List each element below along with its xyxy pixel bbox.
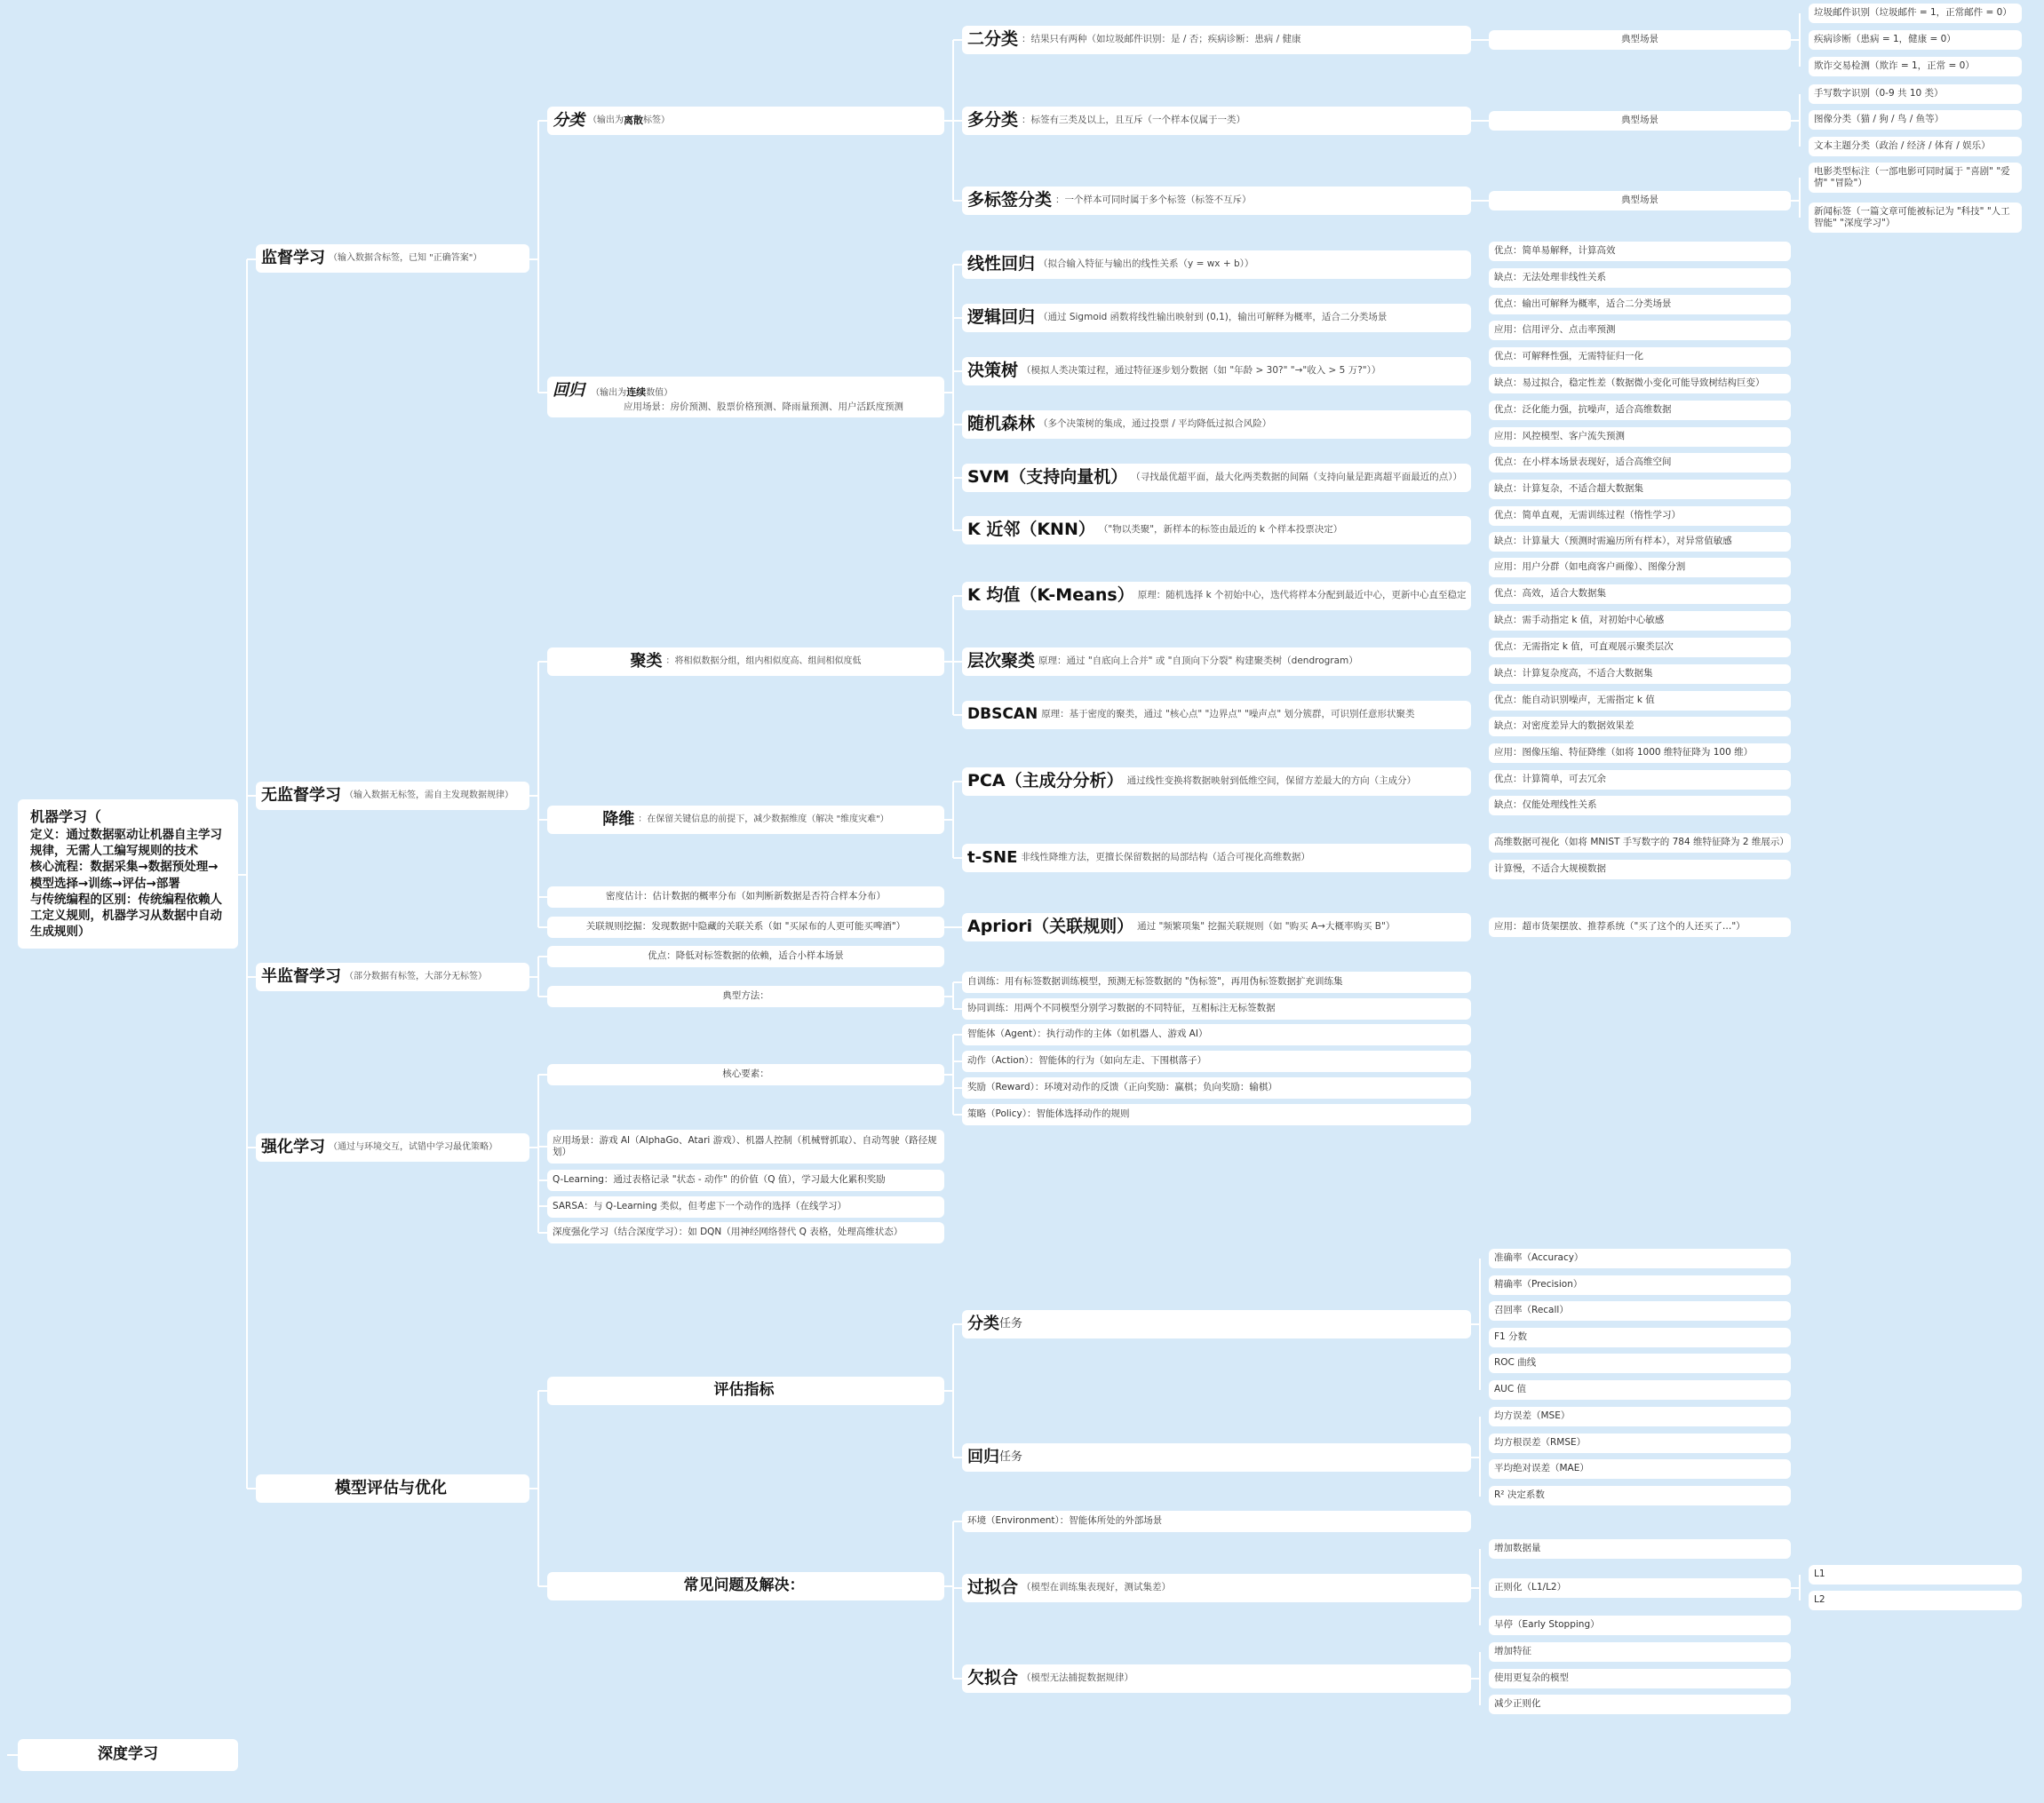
cluster-note[interactable]	[1489, 717, 1791, 736]
algo-note[interactable]	[1489, 268, 1791, 288]
underfit-solution[interactable]	[1489, 1642, 1791, 1662]
association-node[interactable]	[547, 917, 944, 938]
metric-item[interactable]	[1489, 1407, 1791, 1426]
binary-label: 二分类	[967, 29, 1019, 50]
deep-learning-label: 深度学习	[98, 1745, 158, 1764]
semi-supervised-label: 半监督学习	[261, 966, 341, 986]
example-item[interactable]	[1809, 163, 2022, 193]
note-text: 优点：简单易解释，计算高效	[1494, 245, 1616, 257]
dimred-name: PCA（主成分分析）	[967, 771, 1124, 791]
algo-random-forest[interactable]	[962, 410, 1471, 439]
note-text: 高维数据可视化（如将 MNIST 手写数字的 784 维特征降为 2 维展示）	[1494, 837, 1789, 848]
apriori-node[interactable]	[962, 913, 1471, 941]
supervised-node[interactable]	[256, 244, 529, 273]
unsupervised-node[interactable]	[256, 782, 529, 810]
semi-methods-node[interactable]	[547, 986, 944, 1007]
rl-core-policy[interactable]	[962, 1104, 1471, 1125]
rl-env-text: 环境（Environment）：智能体所处的外部场景	[967, 1515, 1163, 1527]
dimred-node[interactable]	[547, 806, 944, 834]
algo-note[interactable]	[1489, 347, 1791, 367]
example-item[interactable]	[1809, 203, 2022, 233]
algo-note[interactable]	[1489, 532, 1791, 552]
cluster-desc: 原理：通过 "自底向上合并" 或 "自顶向下分裂" 构建聚类树（dendrogram）	[1038, 655, 1358, 667]
rl-core-label: 核心要素：	[722, 1068, 769, 1080]
dimred-desc: 通过线性变换将数据映射到低维空间，保留方差最大的方向（主成分）	[1126, 775, 1417, 787]
algo-note[interactable]	[1489, 242, 1791, 261]
dimred-note[interactable]	[1489, 833, 1791, 853]
apriori-name: Apriori（关联规则）	[967, 917, 1134, 937]
underfit-label: 欠拟合	[967, 1668, 1019, 1688]
metric-text: 精确率（Precision）	[1494, 1279, 1583, 1291]
algo-name: SVM（支持向量机）	[967, 467, 1128, 488]
regression-label: 回归	[553, 381, 585, 401]
classification-desc-bold: 离散	[624, 115, 643, 127]
dimred-pca[interactable]	[962, 767, 1471, 796]
overfit-solution[interactable]	[1489, 1539, 1791, 1559]
dimred-note[interactable]	[1489, 860, 1791, 879]
classification-task-bold: 分类	[967, 1314, 999, 1333]
metric-item[interactable]	[1489, 1434, 1791, 1453]
note-text: 优点：计算简单，可去冗余	[1494, 774, 1606, 785]
apriori-desc: 通过 "频繁项集" 挖掘关联规则（如 "购买 A→大概率购买 B"）	[1137, 921, 1396, 933]
algo-note[interactable]	[1489, 295, 1791, 314]
root-definition: 定义：通过数据驱动让机器自主学习规律，无需人工编写规则的技术	[30, 828, 222, 859]
cluster-name: DBSCAN	[967, 705, 1038, 724]
algo-desc: （寻找最优超平面，最大化两类数据的间隔（支持向量是距离超平面最近的点））	[1131, 472, 1463, 483]
metric-item[interactable]	[1489, 1459, 1791, 1479]
note-text: 缺点：仅能处理线性关系	[1494, 799, 1597, 811]
rl-env-node[interactable]	[962, 1511, 1471, 1532]
algo-logistic-regression[interactable]	[962, 304, 1471, 332]
cluster-name: 层次聚类	[967, 651, 1036, 671]
evaluation-label: 模型评估与优化	[335, 1478, 447, 1497]
dimred-note[interactable]	[1489, 770, 1791, 790]
algo-linear-regression[interactable]	[962, 250, 1471, 279]
example-item[interactable]	[1809, 57, 2022, 76]
algo-name: 决策树	[967, 361, 1019, 381]
algo-note[interactable]	[1489, 427, 1791, 447]
semi-method-self-training[interactable]	[962, 972, 1471, 993]
note-text: 缺点：计算复杂，不适合超大数据集	[1494, 483, 1643, 495]
note-text: 优点：高效，适合大数据集	[1494, 588, 1606, 600]
semi-supervised-desc: （部分数据有标签，大部分无标签）	[345, 971, 487, 981]
metric-text: AUC 值	[1494, 1384, 1527, 1395]
semi-method-text: 协同训练：用两个不同模型分别学习数据的不同特征，互相标注无标签数据	[967, 1003, 1276, 1014]
algo-desc: （模拟人类决策过程，通过特征逐步划分数据（如 "年龄 > 30?" "→"收入 > 5 万?"））	[1022, 365, 1381, 377]
reg-item-l1[interactable]	[1809, 1565, 2022, 1585]
solution-text: 正则化（L1/L2）	[1494, 1582, 1567, 1593]
multilabel-scene-node[interactable]	[1489, 191, 1791, 210]
metric-item[interactable]	[1489, 1275, 1791, 1295]
root-node[interactable]	[18, 799, 238, 949]
association-text: 关联规则挖掘：发现数据中隐藏的关联关系（如 "买尿布的人更可能买啤酒"）	[585, 921, 906, 933]
note-text: 优点：简单直观，无需训练过程（惰性学习）	[1494, 510, 1681, 521]
evaluation-node[interactable]	[256, 1474, 529, 1503]
metric-text: 均方根误差（RMSE）	[1494, 1437, 1587, 1449]
multilabel-desc: ：一个样本可同时属于多个标签（标签不互斥）	[1055, 195, 1252, 206]
rl-core-text: 奖励（Reward）：环境对动作的反馈（正向奖励：赢棋；负向奖励：输棋）	[967, 1082, 1277, 1093]
rl-core-text: 智能体（Agent）：执行动作的主体（如机器人、游戏 AI）	[967, 1029, 1208, 1040]
rl-core-text: 策略（Policy）：智能体选择动作的规则	[967, 1108, 1130, 1120]
overfit-node[interactable]	[962, 1574, 1471, 1602]
classification-task-rest: 任务	[999, 1316, 1023, 1330]
classification-node[interactable]	[547, 107, 944, 135]
note-text: 缺点：计算量大（预测时需遍历所有样本），对异常值敏感	[1494, 536, 1732, 547]
solution-text: 早停（Early Stopping）	[1494, 1619, 1600, 1631]
regression-node[interactable]	[547, 377, 944, 417]
cluster-note[interactable]	[1489, 558, 1791, 577]
semi-advantage-text: 优点：降低对标签数据的依赖，适合小样本场景	[648, 950, 844, 962]
algo-note[interactable]	[1489, 453, 1791, 473]
scene-label: 典型场景	[1621, 115, 1658, 126]
regression-app: 应用场景：房价预测、股票价格预测、降雨量预测、用户活跃度预测	[624, 401, 903, 412]
semi-method-text: 自训练：用有标签数据训练模型，预测无标签数据的 "伪标签"，再用伪标签数据扩充训练集	[967, 976, 1343, 988]
rl-algo-qlearning[interactable]	[547, 1170, 944, 1191]
example-text: 电影类型标注（一部电影可同时属于 "喜剧" "爱情" "冒险"）	[1814, 165, 2010, 188]
rl-core-reward[interactable]	[962, 1077, 1471, 1099]
root-title: 机器学习（	[30, 808, 102, 826]
algo-note[interactable]	[1489, 374, 1791, 393]
algo-note[interactable]	[1489, 480, 1791, 499]
cluster-note[interactable]	[1489, 584, 1791, 604]
reg-text: L2	[1814, 1594, 1825, 1606]
solution-text: 增加数据量	[1494, 1543, 1541, 1554]
multilabel-node[interactable]	[962, 187, 1471, 215]
note-text: 应用：用户分群（如电商客户画像）、图像分割	[1494, 561, 1686, 573]
semi-methods-label: 典型方法：	[722, 990, 769, 1002]
example-text: 垃圾邮件识别（垃圾邮件 = 1，正常邮件 = 0）	[1814, 7, 2012, 19]
metric-text: ROC 曲线	[1494, 1357, 1537, 1369]
multiclass-desc: ：标签有三类及以上，且互斥（一个样本仅属于一类）	[1022, 115, 1246, 126]
regression-task-bold: 回归	[967, 1447, 999, 1466]
rl-app-node[interactable]	[547, 1130, 944, 1164]
example-text: 新闻标签（一篇文章可能被标记为 "科技" "人工智能" "深度学习"）	[1814, 205, 2010, 228]
unsupervised-label: 无监督学习	[261, 785, 341, 805]
example-item[interactable]	[1809, 84, 2022, 104]
example-item[interactable]	[1809, 30, 2022, 50]
clustering-desc: ：将相似数据分组，组内相似度高、组间相似度低	[665, 655, 862, 666]
rl-algo-text: SARSA：与 Q-Learning 类似，但考虑下一个动作的选择（在线学习）	[553, 1201, 847, 1212]
regression-task-node[interactable]	[962, 1443, 1471, 1472]
note-text: 优点：在小样本场景表现好，适合高维空间	[1494, 457, 1672, 468]
example-text: 欺诈交易检测（欺诈 = 1，正常 = 0）	[1814, 60, 1975, 72]
underfit-desc: （模型无法捕捉数据规律）	[1022, 1672, 1134, 1684]
example-text: 手写数字识别（0-9 共 10 类）	[1814, 88, 1944, 99]
root-difference: 与传统编程的区别：传统编程依赖人工定义规则，机器学习从数据中自动生成规则）	[30, 892, 222, 940]
note-text: 缺点：无法处理非线性关系	[1494, 272, 1606, 283]
cluster-desc: 原理：随机选择 k 个初始中心，迭代将样本分配到最近中心，更新中心直至稳定	[1137, 590, 1467, 601]
multiclass-node[interactable]	[962, 107, 1471, 135]
algo-desc: （通过 Sigmoid 函数将线性输出映射到 (0,1)，输出可解释为概率，适合二分类场景	[1038, 312, 1388, 323]
classification-label: 分类	[553, 110, 585, 130]
example-text: 文本主题分类（政治 / 经济 / 体育 / 娱乐）	[1814, 140, 1991, 152]
algo-name: 线性回归	[967, 254, 1036, 274]
algo-desc: （多个决策树的集成，通过投票 / 平均降低过拟合风险）	[1038, 418, 1272, 430]
note-text: 应用：图像压缩、特征降维（如将 1000 维特征降为 100 维）	[1494, 747, 1754, 759]
metric-text: 准确率（Accuracy）	[1494, 1252, 1584, 1264]
underfit-solution[interactable]	[1489, 1695, 1791, 1714]
overfit-label: 过拟合	[967, 1577, 1019, 1598]
algo-name: 随机森林	[967, 414, 1036, 434]
underfit-solution[interactable]	[1489, 1669, 1791, 1688]
reinforcement-desc: （通过与环境交互，试错中学习最优策略）	[329, 1141, 497, 1152]
scene-label: 典型场景	[1621, 195, 1658, 206]
note-text: 优点：泛化能力强，抗噪声，适合高维数据	[1494, 404, 1672, 416]
regression-desc-pre: （输出为	[591, 388, 627, 399]
reinforcement-label: 强化学习	[261, 1137, 325, 1156]
algo-note[interactable]	[1489, 321, 1791, 340]
multiclass-scene-node[interactable]	[1489, 111, 1791, 131]
metrics-node[interactable]	[547, 1377, 944, 1405]
cluster-kmeans[interactable]	[962, 582, 1471, 610]
metric-text: R² 决定系数	[1494, 1489, 1545, 1501]
algo-svm[interactable]	[962, 464, 1471, 492]
metric-text: 平均绝对误差（MAE）	[1494, 1463, 1589, 1474]
note-text: 计算慢，不适合大规模数据	[1494, 863, 1606, 875]
clustering-node[interactable]	[547, 647, 944, 676]
scene-label: 典型场景	[1621, 34, 1658, 45]
classification-desc-pre: （输出为	[588, 115, 624, 125]
dimred-note[interactable]	[1489, 796, 1791, 815]
metric-item[interactable]	[1489, 1380, 1791, 1400]
reg-text: L1	[1814, 1569, 1825, 1580]
note-text: 应用：风控模型、客户流失预测	[1494, 431, 1625, 442]
semi-supervised-node[interactable]	[256, 963, 529, 991]
binary-desc: ：结果只有两种（如垃圾邮件识别：是 / 否；疾病诊断：患病 / 健康	[1022, 34, 1301, 45]
reg-item-l2[interactable]	[1809, 1591, 2022, 1610]
note-text: 缺点：对密度差异大的数据效果差	[1494, 720, 1634, 732]
algo-desc: （"物以类聚"，新样本的标签由最近的 k 个样本投票决定）	[1098, 524, 1343, 536]
rl-core-action[interactable]	[962, 1051, 1471, 1072]
apriori-note[interactable]	[1489, 917, 1791, 937]
cluster-desc: 原理：基于密度的聚类，通过 "核心点" "边界点" "噪声点" 划分簇群，可识别任意形状聚类	[1041, 709, 1415, 720]
deep-learning-node[interactable]	[18, 1739, 238, 1771]
supervised-desc: （输入数据含标签，已知 "正确答案"）	[329, 252, 482, 263]
note-text: 优点：输出可解释为概率，适合二分类场景	[1494, 298, 1672, 310]
rl-algo-text: Q-Learning：通过表格记录 "状态 - 动作" 的价值（Q 值），学习最大化累积奖励	[553, 1174, 886, 1186]
note-text: 应用：超市货架摆放、推荐系统（"买了这个的人还买了…"）	[1494, 921, 1746, 933]
dimred-note[interactable]	[1489, 743, 1791, 763]
multiclass-label: 多分类	[967, 110, 1019, 131]
density-text: 密度估计：估计数据的概率分布（如判断新数据是否符合样本分布）	[606, 891, 886, 902]
unsupervised-desc: （输入数据无标签，需自主发现数据规律）	[345, 790, 513, 800]
note-text: 应用：信用评分、点击率预测	[1494, 324, 1616, 336]
metric-item[interactable]	[1489, 1328, 1791, 1347]
note-text: 缺点：计算复杂度高，不适合大数据集	[1494, 668, 1653, 679]
algo-note[interactable]	[1489, 506, 1791, 526]
underfit-node[interactable]	[962, 1664, 1471, 1693]
note-text: 优点：能自动识别噪声，无需指定 k 值	[1494, 695, 1655, 706]
rl-core-text: 动作（Action）：智能体的行为（如向左走、下围棋落子）	[967, 1055, 1207, 1067]
clustering-label: 聚类	[630, 651, 663, 671]
cluster-dbscan[interactable]	[962, 701, 1471, 729]
algo-knn[interactable]	[962, 516, 1471, 544]
metric-text: F1 分数	[1494, 1331, 1528, 1343]
metric-item[interactable]	[1489, 1301, 1791, 1321]
cluster-note[interactable]	[1489, 611, 1791, 631]
density-node[interactable]	[547, 886, 944, 908]
note-text: 优点：可解释性强，无需特征归一化	[1494, 351, 1643, 362]
overfit-solution[interactable]	[1489, 1616, 1791, 1635]
rl-core-agent[interactable]	[962, 1024, 1471, 1045]
binary-classification-node[interactable]	[962, 26, 1471, 54]
supervised-label: 监督学习	[261, 248, 325, 267]
note-text: 优点：无需指定 k 值，可直观展示聚类层次	[1494, 641, 1674, 653]
metric-text: 召回率（Recall）	[1494, 1305, 1569, 1316]
algo-name: 逻辑回归	[967, 307, 1036, 328]
example-item[interactable]	[1809, 4, 2022, 23]
semi-advantage-node[interactable]	[547, 946, 944, 967]
example-item[interactable]	[1809, 137, 2022, 156]
metric-item[interactable]	[1489, 1354, 1791, 1373]
algo-note[interactable]	[1489, 401, 1791, 420]
dimred-desc: 非线性降维方法，更擅长保留数据的局部结构（适合可视化高维数据）	[1021, 852, 1310, 863]
dimred-tsne[interactable]	[962, 844, 1471, 872]
cluster-hierarchical[interactable]	[962, 647, 1471, 676]
overfit-desc: （模型在训练集表现好，测试集差）	[1022, 1582, 1172, 1593]
dimred-label: 降维	[602, 809, 635, 829]
solution-text: 增加特征	[1494, 1646, 1531, 1657]
regression-desc-post: 数值）	[646, 388, 673, 399]
metric-item[interactable]	[1489, 1249, 1791, 1268]
metrics-label: 评估指标	[713, 1381, 775, 1400]
algo-name: K 近邻（KNN）	[967, 520, 1095, 540]
rl-algo-text: 深度强化学习（结合深度学习）：如 DQN（用神经网络替代 Q 表格，处理高维状态）	[553, 1227, 903, 1238]
solution-text: 减少正则化	[1494, 1698, 1541, 1710]
dimred-desc: ：在保留关键信息的前提下，减少数据维度（解决 "维度灾难"）	[638, 814, 889, 824]
classification-task-node[interactable]	[962, 1310, 1471, 1338]
algo-desc: （拟合输入特征与输出的线性关系（y = wx + b））	[1038, 258, 1254, 270]
dimred-name: t-SNE	[967, 847, 1018, 867]
algo-decision-tree[interactable]	[962, 357, 1471, 385]
semi-method-co-training[interactable]	[962, 998, 1471, 1020]
regression-desc-bold: 连续	[626, 386, 647, 399]
classification-desc-post: 标签）	[643, 115, 670, 125]
cluster-note[interactable]	[1489, 664, 1791, 684]
cluster-name: K 均值（K-Means）	[967, 585, 1134, 606]
example-item[interactable]	[1809, 110, 2022, 130]
metric-text: 均方误差（MSE）	[1494, 1410, 1571, 1422]
note-text: 缺点：需手动指定 k 值，对初始中心敏感	[1494, 615, 1665, 626]
rl-core-node[interactable]	[547, 1064, 944, 1085]
problems-label: 常见问题及解决：	[683, 1577, 805, 1595]
problems-node[interactable]	[547, 1572, 944, 1600]
solution-text: 使用更复杂的模型	[1494, 1672, 1569, 1684]
cluster-note[interactable]	[1489, 691, 1791, 711]
cluster-note[interactable]	[1489, 638, 1791, 657]
metric-item[interactable]	[1489, 1486, 1791, 1505]
example-text: 疾病诊断（患病 = 1，健康 = 0）	[1814, 34, 1956, 45]
note-text: 缺点：易过拟合，稳定性差（数据微小变化可能导致树结构巨变）	[1494, 377, 1765, 389]
multilabel-label: 多标签分类	[967, 190, 1053, 210]
binary-scene-node[interactable]	[1489, 30, 1791, 50]
rl-algo-sarsa[interactable]	[547, 1196, 944, 1218]
root-process: 核心流程：数据采集→数据预处理→模型选择→训练→评估→部署	[30, 860, 219, 891]
example-text: 图像分类（猫 / 狗 / 鸟 / 鱼等）	[1814, 114, 1945, 125]
reinforcement-node[interactable]	[256, 1133, 529, 1162]
overfit-solution[interactable]	[1489, 1578, 1791, 1598]
rl-app-text: 应用场景：游戏 AI（AlphaGo、Atari 游戏）、机器人控制（机械臂抓取）、自动驾驶（路径规划）	[553, 1134, 937, 1157]
rl-algo-drl[interactable]	[547, 1222, 944, 1243]
regression-task-rest: 任务	[999, 1450, 1023, 1464]
